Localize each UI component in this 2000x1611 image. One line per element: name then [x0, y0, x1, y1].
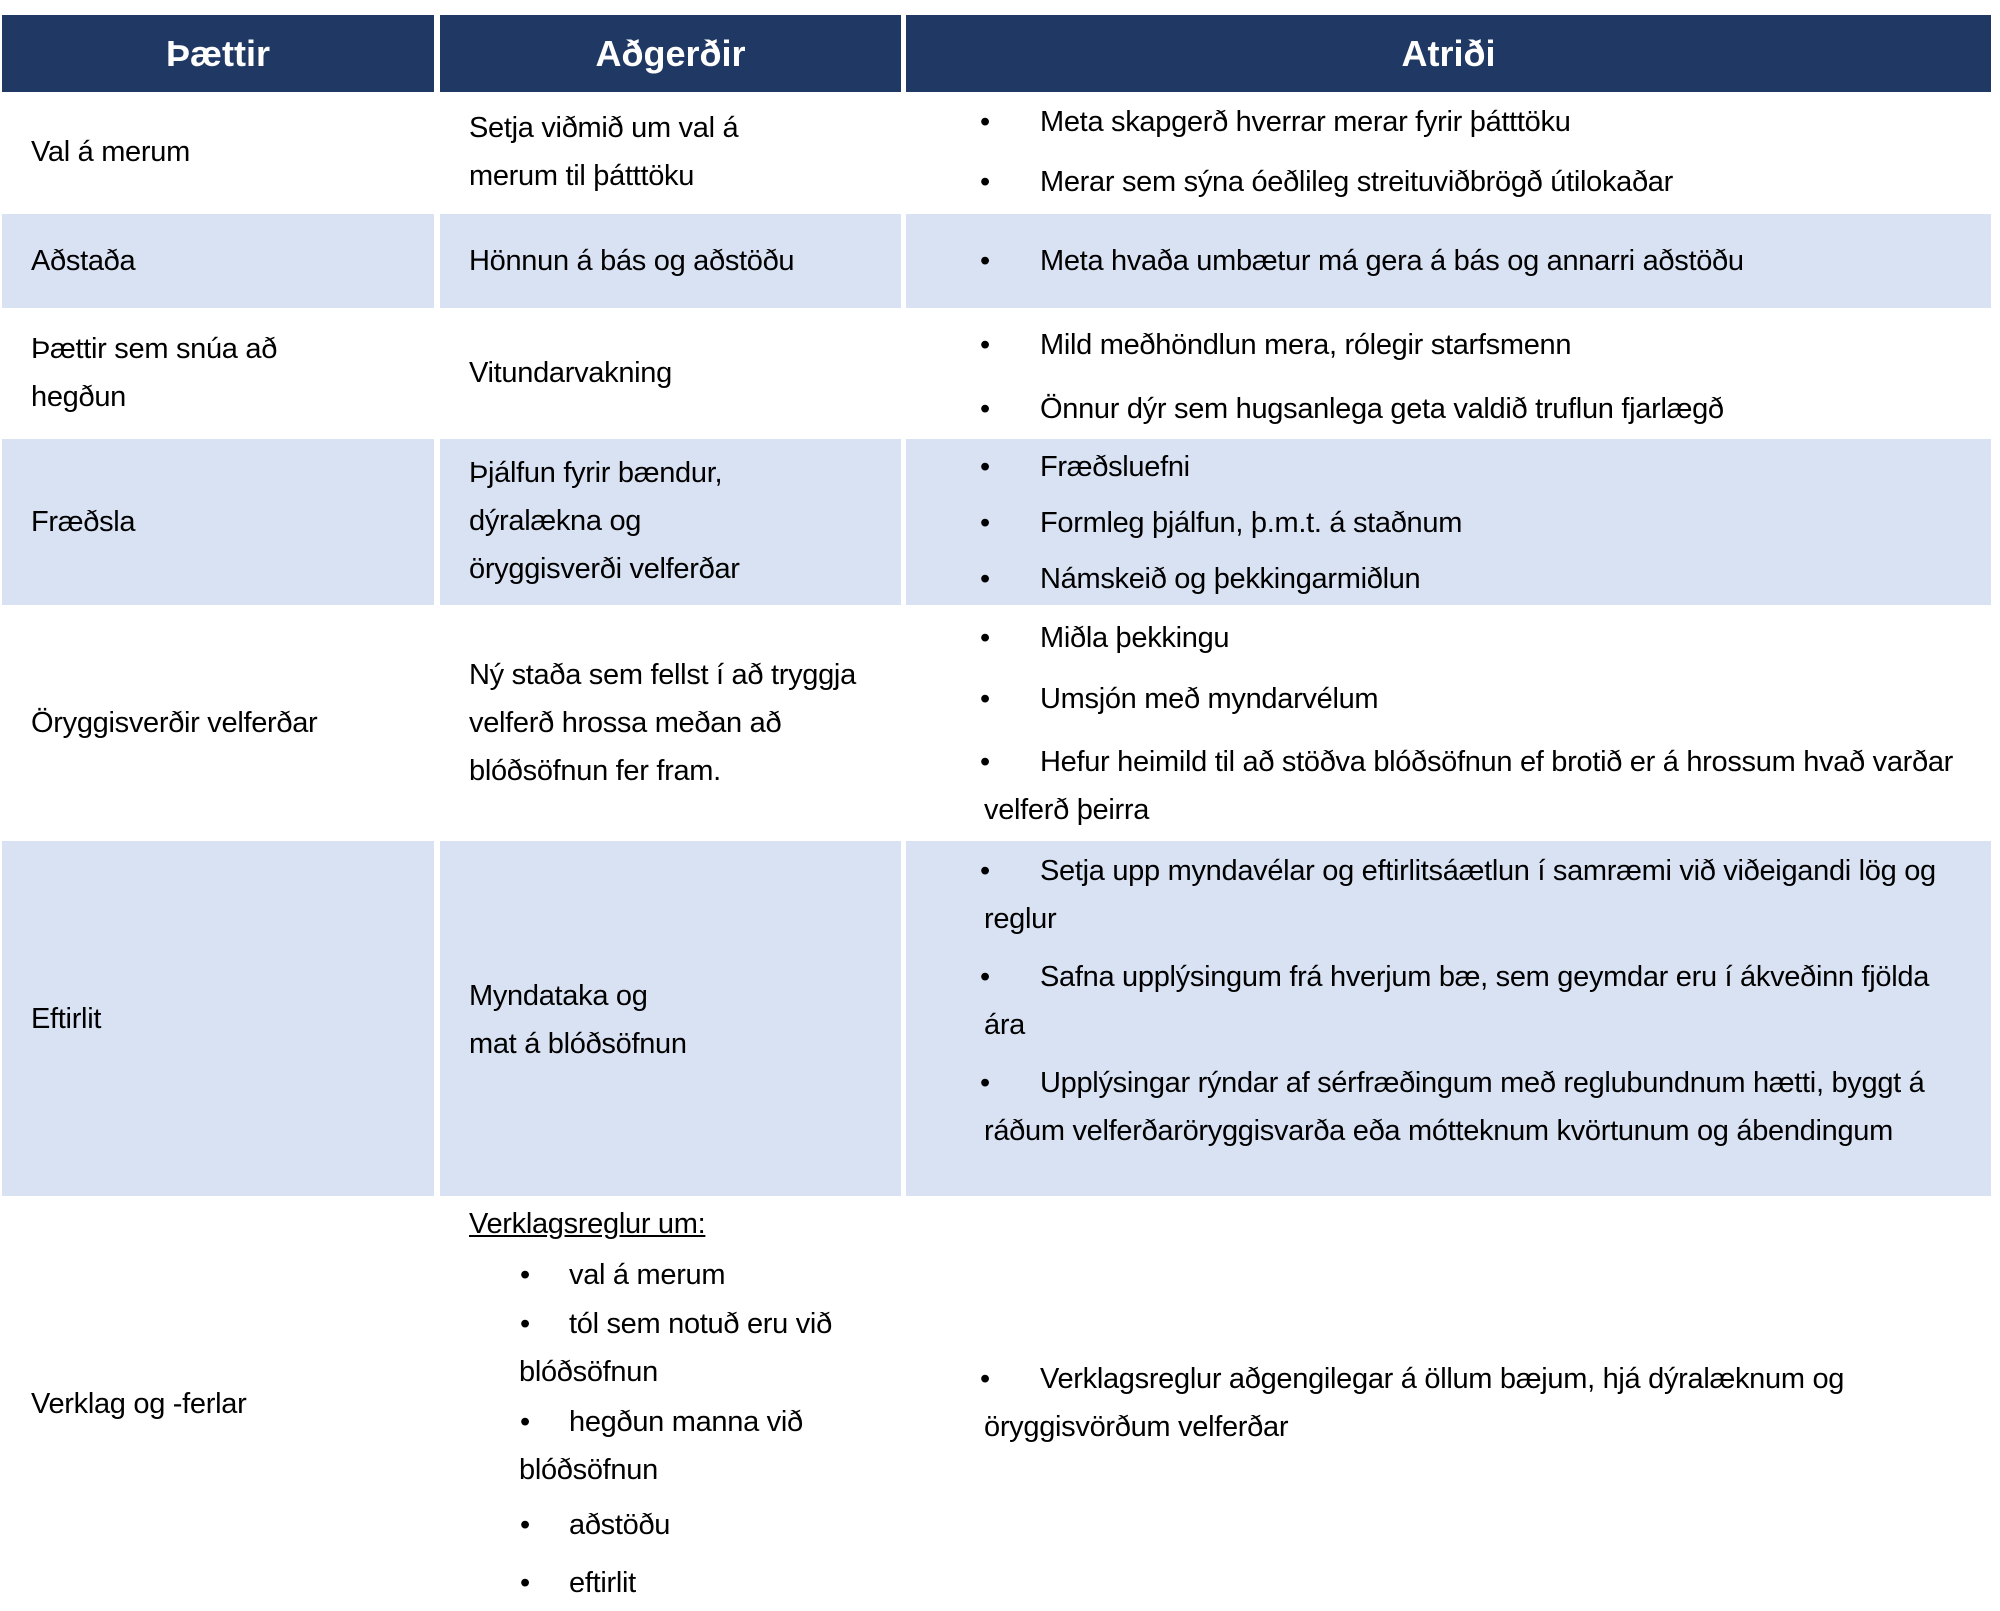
row-action: Vitundarvakning — [469, 357, 672, 389]
row-factor-cell — [2, 841, 434, 1196]
list-item — [980, 1059, 1984, 1155]
row-action: Setja viðmið um val á merum til þátttöku — [469, 112, 739, 192]
bullet-icon: • — [980, 1363, 990, 1395]
header-col-actions — [440, 15, 901, 92]
row-action: Ný staða sem fellst í að tryggja velferð hrossa meðan að blóðsöfnun fer fram. — [469, 659, 856, 787]
list-item — [519, 1398, 849, 1494]
row-items-cell — [906, 605, 1991, 841]
list-item — [980, 953, 1974, 1049]
row-items-cell — [906, 841, 1991, 1196]
list-item-text: Setja upp myndavélar og eftirlitsáætlun í samræmi við viðeigandi lög og reglur — [984, 855, 1936, 935]
list-item-text: Mild meðhöndlun mera, rólegir starfsmenn — [1040, 329, 1572, 361]
row-action-cell — [440, 1196, 901, 1611]
header-factors-label: Þættir — [165, 32, 270, 74]
list-item-text: Hefur heimild til að stöðva blóðsöfnun ef brotið er á hrossum hvað varðar velferð þeirra — [984, 746, 1954, 826]
list-item-text: Meta skapgerð hverrar merar fyrir þátttöku — [1040, 106, 1571, 138]
bullet-icon: • — [980, 106, 990, 138]
list-item — [980, 675, 990, 723]
list-item — [980, 555, 990, 603]
row-factor: Eftirlit — [31, 1002, 102, 1035]
row-items-cell — [906, 92, 1991, 212]
list-item-text: Miðla þekkingu — [1040, 622, 1230, 654]
bullet-icon: • — [520, 1509, 530, 1541]
list-item-text: Námskeið og þekkingarmiðlun — [1040, 563, 1421, 595]
bullet-icon: • — [520, 1308, 530, 1340]
header-actions-label: Aðgerðir — [595, 32, 746, 74]
bullet-icon: • — [980, 683, 990, 715]
list-item-text: Verklagsreglur aðgengilegar á öllum bæjum, hjá dýralæknum og öryggisvörðum velferðar — [984, 1363, 1845, 1443]
row-items-cell — [906, 1196, 1991, 1611]
list-item — [980, 98, 990, 146]
row-factor: Öryggisverðir velferðar — [31, 707, 318, 739]
bullet-icon: • — [980, 855, 990, 887]
list-item-text: eftirlit — [569, 1567, 636, 1599]
row-action-cell — [440, 439, 901, 605]
list-item — [980, 385, 990, 433]
row-factor: Þættir sem snúa að hegðun — [31, 333, 278, 413]
row-action-cell — [440, 214, 901, 308]
row-action: Hönnun á bás og aðstöðu — [469, 245, 795, 277]
bullet-icon: • — [980, 393, 990, 425]
list-item-text: Merar sem sýna óeðlileg streituviðbrögð útilokaðar — [1040, 166, 1673, 198]
row-action-cell — [440, 841, 901, 1196]
row-action-line: öryggisverði velferðar — [469, 553, 740, 585]
bullet-icon: • — [980, 563, 990, 595]
list-item — [980, 614, 990, 662]
bullet-icon: • — [520, 1406, 530, 1438]
row-action-line: mat á blóðsöfnun — [469, 1028, 687, 1060]
row-action-cell — [440, 308, 901, 438]
header-col-items — [906, 15, 1991, 92]
list-item — [980, 158, 990, 206]
list-item-text: Safna upplýsingum frá hverjum bæ, sem geymdar eru í ákveðinn fjölda ára — [984, 961, 1930, 1041]
row-factor-cell — [2, 92, 434, 212]
list-item-text: Önnur dýr sem hugsanlega geta valdið truflun fjarlægð — [1040, 393, 1724, 425]
list-item-text: hegðun manna við blóðsöfnun — [519, 1406, 803, 1486]
list-item-text: val á merum — [569, 1259, 726, 1291]
bullet-icon: • — [980, 451, 990, 483]
list-item — [980, 847, 1974, 943]
bullet-icon: • — [520, 1259, 530, 1291]
row-factor: Aðstaða — [31, 245, 136, 277]
bullet-icon: • — [980, 1067, 990, 1099]
row-action-line: Myndataka og — [469, 980, 648, 1012]
list-item-text: Umsjón með myndarvélum — [1040, 683, 1379, 715]
list-item — [980, 321, 990, 369]
list-item-text: Formleg þjálfun, þ.m.t. á staðnum — [1040, 507, 1463, 539]
row-factor: Verklag og -ferlar — [31, 1387, 247, 1420]
row-factor: Fræðsla — [31, 506, 136, 538]
bullet-icon: • — [980, 329, 990, 361]
list-item — [980, 499, 990, 547]
row-items-cell — [906, 214, 1991, 308]
list-item-text: tól sem notuð eru við blóðsöfnun — [519, 1308, 832, 1388]
row-action-cell — [440, 92, 901, 212]
row-factor-cell — [2, 439, 434, 605]
bullet-icon: • — [980, 245, 990, 277]
list-item — [980, 237, 990, 285]
bullet-icon: • — [520, 1567, 530, 1599]
list-item — [980, 443, 990, 491]
header-items-label: Atriði — [1401, 32, 1496, 74]
bullet-icon: • — [980, 746, 990, 778]
row-factor-cell — [2, 308, 434, 438]
bullet-icon: • — [980, 166, 990, 198]
list-item — [519, 1300, 889, 1396]
row-factor-cell — [2, 214, 434, 308]
row-action-heading: Verklagsreglur um: — [469, 1208, 706, 1240]
row-items-cell — [906, 308, 1991, 438]
list-item — [980, 738, 1974, 834]
list-item-text: Fræðsluefni — [1040, 451, 1190, 483]
row-action-line: Þjálfun fyrir bændur, — [469, 457, 723, 489]
list-item-text: Upplýsingar rýndar af sérfræðingum með reglubundnum hætti, byggt á ráðum velferðaröryggisvarða eða mótteknum kvörtunum og ábendingum — [984, 1067, 1925, 1147]
bullet-icon: • — [980, 622, 990, 654]
row-action-line: dýralækna og — [469, 505, 642, 537]
header-col-factors — [2, 15, 434, 92]
list-item-text: Meta hvaða umbætur má gera á bás og annarri aðstöðu — [1040, 245, 1744, 277]
row-items-cell — [906, 439, 1991, 605]
list-item-text: aðstöðu — [569, 1509, 671, 1541]
list-item — [980, 1355, 1984, 1451]
row-factor-cell — [2, 605, 434, 841]
row-factor-cell — [2, 1196, 434, 1611]
row-action-cell — [440, 605, 901, 841]
bullet-icon: • — [980, 507, 990, 539]
bullet-icon: • — [980, 961, 990, 993]
row-factor: Val á merum — [31, 136, 190, 168]
